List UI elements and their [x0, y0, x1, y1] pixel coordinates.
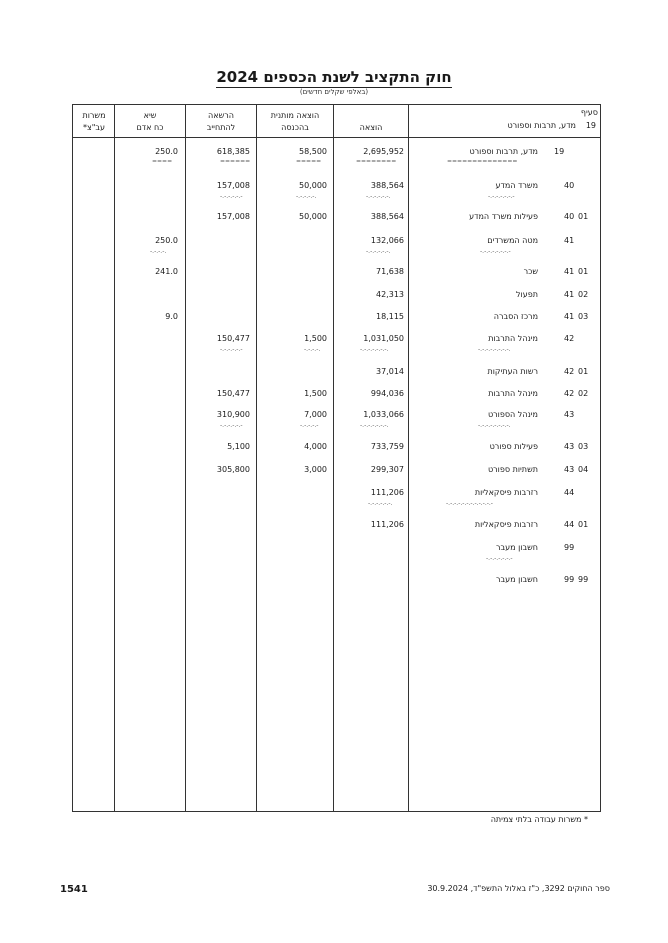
dashed-underline: -.-.-.-.-.-.-. — [360, 346, 389, 353]
row-conditional: 4,000 — [304, 442, 327, 451]
row-name: מרכז הסברה — [493, 312, 538, 321]
header-divider — [72, 137, 600, 138]
row-code: 41 — [564, 267, 575, 276]
double-underline: ============== — [447, 158, 518, 165]
page-title-text: חוק התקציב לשנת הכספים 2024 — [216, 68, 452, 86]
row-name: מינהל התרבות — [488, 389, 538, 398]
row-manpower: 241.0 — [155, 267, 178, 276]
header-section-code: 19 — [585, 121, 596, 130]
column-divider — [408, 104, 409, 812]
publication-info: ספר החוקים 3292, כ"ז באלול התשפ"ד, 30.9.2024 — [427, 884, 610, 893]
row-manpower: 9.0 — [165, 312, 178, 321]
dashed-underline: -.-.-.-. — [304, 346, 321, 353]
row-commitment: 305,800 — [216, 465, 250, 474]
dashed-underline: -.-.-.-.-.- — [220, 422, 243, 429]
dashed-underline: -.-.-.-.-.-.-. — [360, 422, 389, 429]
row-manpower: 250.0 — [155, 147, 178, 156]
row-conditional: 1,500 — [304, 389, 327, 398]
row-conditional: 50,000 — [299, 181, 327, 190]
header-conditional-line1: הוצאה מותנית — [270, 111, 320, 120]
header-commitment — [187, 110, 255, 134]
row-expense: 18,115 — [376, 312, 404, 321]
row-code: 99 — [564, 575, 575, 584]
row-subcode: 01 — [578, 367, 589, 376]
row-commitment: 157,008 — [216, 181, 250, 190]
column-divider — [185, 104, 186, 812]
column-divider — [256, 104, 257, 812]
row-name: תפעול — [516, 290, 538, 299]
dashed-underline: -.-.-.-.-.-.- — [486, 555, 513, 562]
row-code: 43 — [564, 442, 575, 451]
double-underline: ==== — [152, 158, 173, 165]
row-code: 44 — [564, 520, 575, 529]
dashed-underline: -.-.-.-. — [150, 248, 167, 255]
dashed-underline: -.-.-.-.-. — [296, 193, 317, 200]
page-title — [0, 68, 668, 86]
row-name: משרד המדע — [495, 181, 538, 190]
row-name: רזרבות פיסקאליות — [474, 520, 538, 529]
row-code: 42 — [564, 367, 575, 376]
row-subcode: 03 — [578, 442, 589, 451]
row-conditional: 3,000 — [304, 465, 327, 474]
row-code: 41 — [564, 290, 575, 299]
dashed-underline: -.-.-.-.-.- — [220, 193, 243, 200]
row-code: 40 — [564, 181, 575, 190]
row-commitment: 5,100 — [227, 442, 250, 451]
dashed-underline: -.-.-.-.- — [300, 422, 319, 429]
row-code: 40 — [564, 212, 575, 221]
row-expense: 2,695,952 — [363, 147, 404, 156]
header-commitment-line2: להתחייב — [206, 123, 236, 132]
page-subtitle: (באלפי שקלים חדשים) — [299, 88, 369, 96]
row-subcode: 03 — [578, 312, 589, 321]
row-subcode: 01 — [578, 520, 589, 529]
row-name: רשות העתיקות — [487, 367, 538, 376]
row-expense: 111,206 — [370, 488, 404, 497]
row-expense: 132,066 — [370, 236, 404, 245]
header-positions — [74, 110, 114, 134]
row-expense: 37,014 — [376, 367, 404, 376]
dashed-underline: -.-.-.-.-.-.-.- — [480, 248, 511, 255]
row-name: חשבון מעבר — [495, 543, 538, 552]
row-code: 19 — [554, 147, 565, 156]
row-expense: 388,564 — [370, 212, 404, 221]
row-name: מדע, תרבות וספורט — [469, 147, 538, 156]
header-conditional-line2: בהכנסה — [281, 123, 309, 132]
row-name: פעילות משרד המדע — [469, 212, 538, 221]
row-manpower: 250.0 — [155, 236, 178, 245]
row-name: רזרבות פיסקאליות — [474, 488, 538, 497]
row-expense: 1,031,050 — [363, 334, 404, 343]
dashed-underline: -.-.-.-.-.-.- — [488, 193, 515, 200]
dashed-underline: -.-.-.-.-.-.-.-. — [478, 422, 511, 429]
row-code: 99 — [564, 543, 575, 552]
double-underline: ======== — [356, 158, 397, 165]
dashed-underline: -.-.-.-.-.-.-.-. — [478, 346, 511, 353]
row-code: 42 — [564, 389, 575, 398]
row-code: 43 — [564, 465, 575, 474]
row-conditional: 58,500 — [299, 147, 327, 156]
row-subcode: 01 — [578, 212, 589, 221]
double-underline: ===== — [296, 158, 322, 165]
row-name: מינהל התרבות — [488, 334, 538, 343]
row-code: 41 — [564, 312, 575, 321]
header-section-title: מדע, תרבות וספורט — [507, 121, 576, 130]
row-expense: 299,307 — [370, 465, 404, 474]
row-expense: 733,759 — [370, 442, 404, 451]
header-manpower — [116, 110, 184, 134]
row-conditional: 50,000 — [299, 212, 327, 221]
row-code: 43 — [564, 410, 575, 419]
row-name: מטה המשרדים — [487, 236, 538, 245]
row-subcode: 99 — [578, 575, 589, 584]
dashed-underline: -.-.-.-.-.-. — [368, 500, 393, 507]
row-subcode: 02 — [578, 290, 589, 299]
header-positions-line1: משרות — [82, 111, 106, 120]
row-expense: 71,638 — [376, 267, 404, 276]
row-code: 41 — [564, 236, 575, 245]
row-commitment: 157,008 — [216, 212, 250, 221]
footnote: * משרות עבודה בלתי צמיתה — [490, 815, 588, 824]
column-divider — [114, 104, 115, 812]
page-number: 1541 — [60, 884, 88, 895]
row-name: פעילות ספורט — [489, 442, 538, 451]
header-commitment-line1: הרשאה — [208, 111, 234, 120]
row-subcode: 02 — [578, 389, 589, 398]
dashed-underline: -.-.-.-.-.-. — [366, 248, 391, 255]
header-expense: הוצאה — [359, 123, 383, 132]
row-subcode: 04 — [578, 465, 589, 474]
row-name: חשבון מעבר — [495, 575, 538, 584]
row-name: שכר — [523, 267, 538, 276]
header-manpower-line1: שיא — [143, 111, 157, 120]
row-code: 42 — [564, 334, 575, 343]
header-positions-line2: עב"צ* — [82, 123, 106, 132]
row-expense: 1,033,066 — [363, 410, 404, 419]
row-name: מינהל הספורט — [487, 410, 538, 419]
row-subcode: 01 — [578, 267, 589, 276]
header-section: סעיף — [580, 108, 598, 117]
row-commitment: 310,900 — [216, 410, 250, 419]
row-expense: 388,564 — [370, 181, 404, 190]
header-conditional-expense — [258, 110, 332, 134]
column-divider — [333, 104, 334, 812]
header-manpower-line2: כח אדם — [136, 123, 164, 132]
budget-table-frame — [72, 104, 601, 812]
dashed-underline: -.-.-.-.-.- — [220, 346, 243, 353]
row-commitment: 150,477 — [216, 389, 250, 398]
row-commitment: 150,477 — [216, 334, 250, 343]
row-expense: 994,036 — [370, 389, 404, 398]
row-expense: 42,313 — [376, 290, 404, 299]
double-underline: ====== — [220, 158, 251, 165]
row-expense: 111,206 — [370, 520, 404, 529]
row-commitment: 618,385 — [216, 147, 250, 156]
row-code: 44 — [564, 488, 575, 497]
dashed-underline: -.-.-.-.-.-. — [366, 193, 391, 200]
row-conditional: 1,500 — [304, 334, 327, 343]
row-name: תשתיות ספורט — [487, 465, 538, 474]
dashed-underline: -.-.-.-.-.-.-.-.-.-.-.- — [446, 500, 493, 507]
row-conditional: 7,000 — [304, 410, 327, 419]
